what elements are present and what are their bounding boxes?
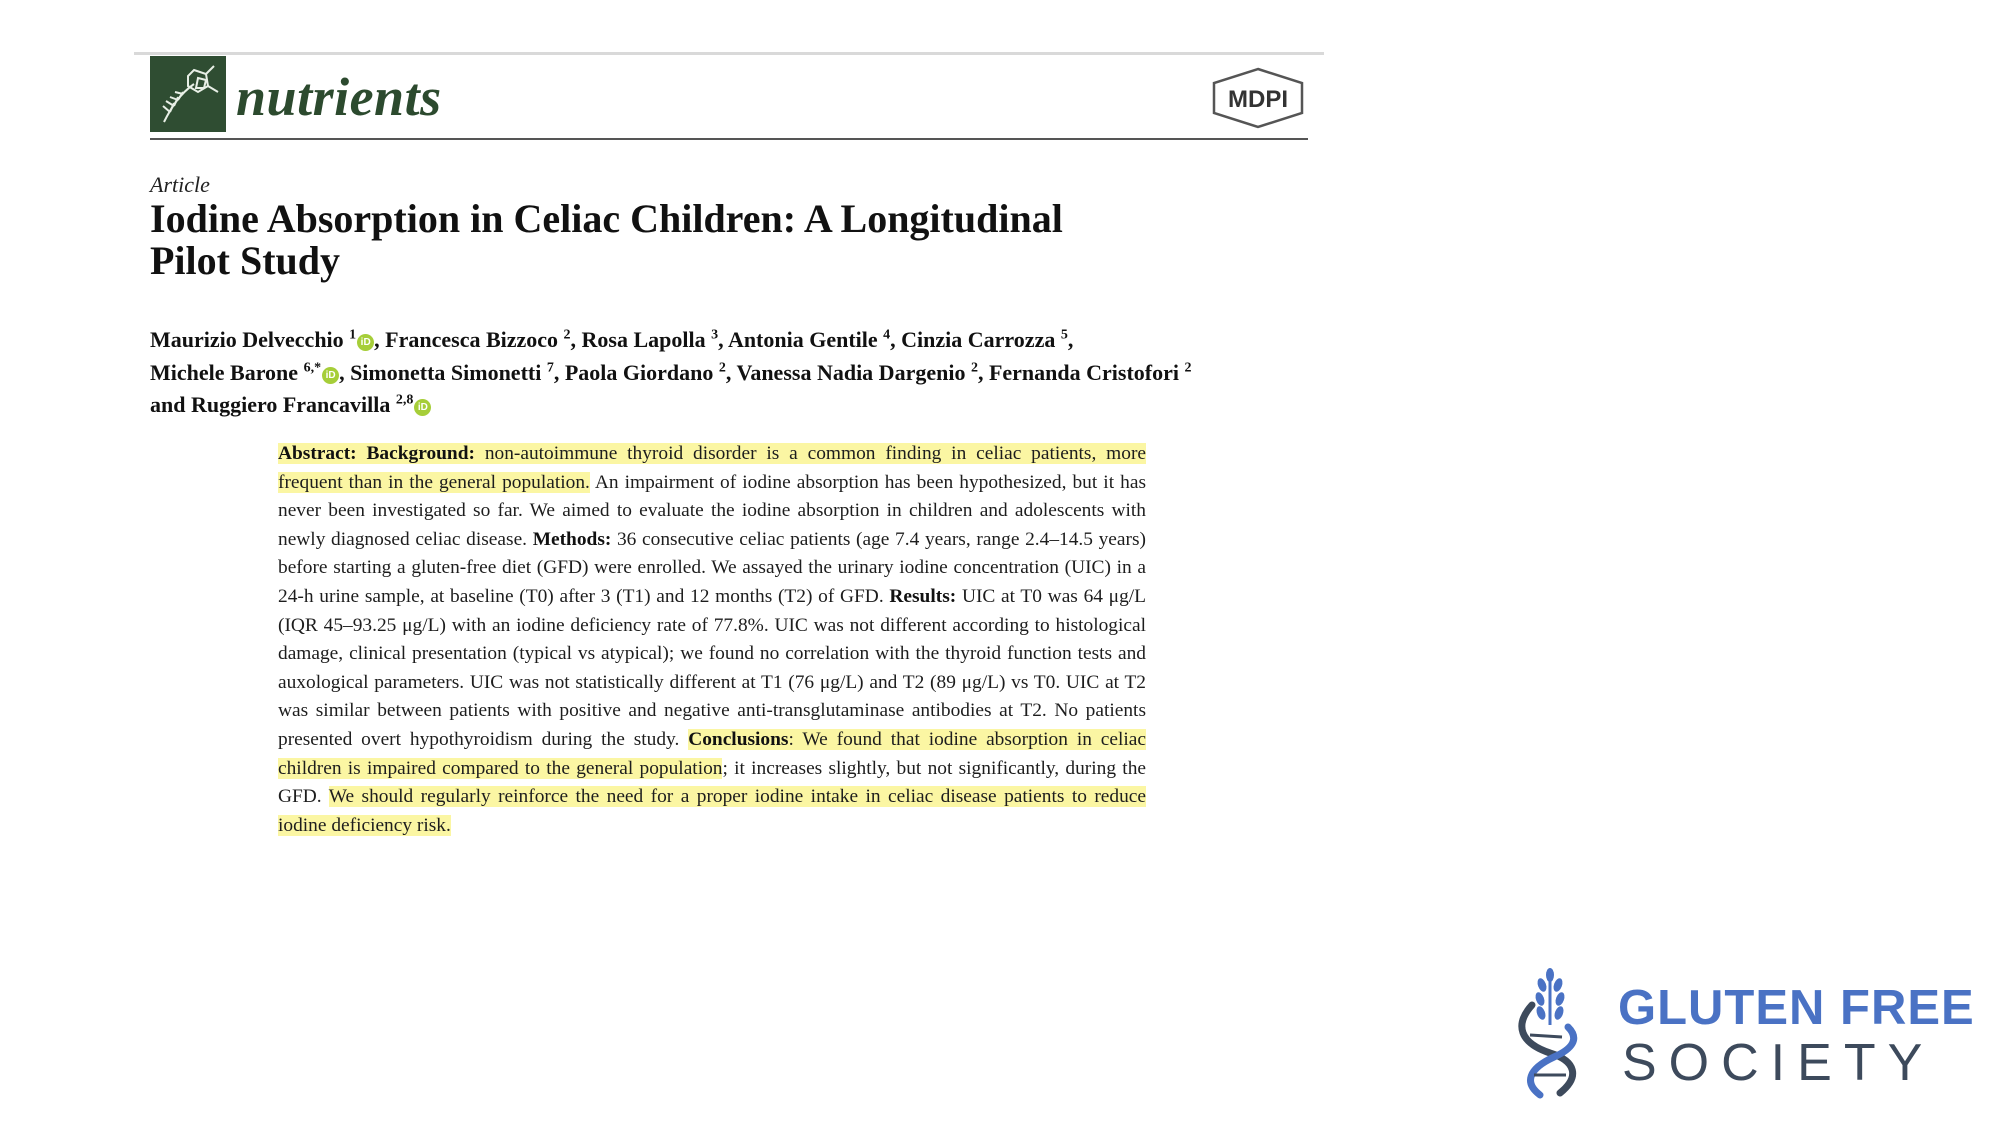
author-separator: , [553,359,565,385]
results-text: UIC at T0 was 64 μg/L (IQR 45–93.25 μg/L) with an iodine deficiency rate of 77.8%. UIC was not different according to histological damage, clinical presentation (typical vs atypical); we found no correlation with the thyroid function tests and auxological parameters. UIC was not statistically different at T1 (76 μg/L) and T2 (89 μg/L) vs T0. UIC at T2 was similar between patients with positive and negative anti-transglutaminase antibodies at T2. No patients presented overt hypothyroidism during the study. [278,585,1147,750]
article-type: Article [150,172,210,197]
brand-line-1: GLUTEN FREE [1618,981,1975,1035]
title-line-1: Iodine Absorption in Celiac Children: A Longitudinal [150,196,1063,241]
author-separator: , [718,327,728,353]
author-separator: , [570,327,582,353]
author-separator: , [890,327,902,353]
author-name: Fernanda Cristofori [988,359,1179,385]
author-affiliation: 2 [563,328,571,343]
author-separator: , [374,327,386,353]
author-item [989,360,1192,385]
methods-text: 36 consecutive celiac patients (age 7.4 years, range 2.4–14.5 years) before starting a gluten-free diet (GFD) were enrolled. We assayed the urinary iodine concentration (UIC) in a 24-h urine sample, at baseline (T0) after 3 (T1) and 12 months (T2) of GFD. [278,528,1146,607]
journal-header [150,55,1308,141]
author-name: Maurizio Delvecchio [150,327,344,353]
mdpi-text: MDPI [1228,86,1288,113]
journal-name: nutrients [236,67,442,127]
results-label: Results: [889,585,957,607]
gluten-free-society-logo [1510,965,1975,1100]
author-item [728,327,901,352]
brand-line-2: SOCIETY [1622,1034,1935,1092]
author-affiliation: 5 [1060,328,1068,343]
author-name: Michele Barone [150,359,299,385]
author-item [565,360,737,385]
mdpi-logo [1210,67,1306,129]
author-item [350,360,565,385]
orcid-icon[interactable]: iD [322,367,339,384]
author-name: Cinzia Carrozza [901,327,1056,353]
author-affiliation: 2 [1184,360,1192,376]
article-title [150,198,1150,282]
author-item [150,360,350,385]
header-rule [150,138,1308,140]
author-name: Rosa Lapolla [581,327,706,353]
abstract [278,440,1146,840]
author-item [582,327,728,352]
author-separator: , [977,359,989,385]
orcid-icon[interactable]: iD [414,399,431,416]
background-text: An impairment of iodine absorption has been hypothesized, but it has never been investigated so far. We aimed to evaluate the iodine absorption in children and adolescents with newly diagnosed celiac disease. [278,471,1146,550]
author-item [150,392,431,417]
author-name: Antonia Gentile [727,327,878,353]
author-name: Paola Giordano [564,359,714,385]
author-item [736,360,989,385]
author-separator: , [339,359,351,385]
author-affiliation: 2 [970,360,978,376]
author-affiliation: 1 [349,328,357,343]
author-separator: , [1067,327,1074,353]
conclusions-label: Conclusions [688,728,789,750]
orcid-icon[interactable]: iD [357,334,374,351]
conclusions-highlight-text: : We found that iodine absorption in celiac children is impaired compared to the general population [278,728,1146,779]
mdpi-hexagon-icon [1210,67,1306,129]
author-list [150,322,1310,419]
journal-logo [150,56,226,132]
author-name: Simonetta Simonetti [350,359,542,385]
author-name: and Ruggiero Francavilla [150,391,391,417]
author-affiliation: 3 [711,328,719,343]
wheat-molecule-icon [150,56,226,132]
conclusions-highlight-2: We should regularly reinforce the need for a proper iodine intake in celiac disease patients to reduce iodine deficiency risk. [278,786,1147,836]
conclusions-text: ; it increases slightly, but not significantly, during the GFD. [278,757,1146,808]
author-affiliation: 7 [546,360,554,376]
author-affiliation: 2,8 [395,392,414,408]
author-item [385,327,581,352]
author-affiliation: 2 [718,360,726,376]
methods-label: Methods: [532,528,612,550]
wheat-dna-icon [1510,965,1590,1100]
author-item [901,327,1073,352]
author-affiliation: 4 [883,328,891,343]
author-name: Francesca Bizzoco [385,327,559,353]
abstract-label: Abstract: [278,443,357,464]
title-line-2: Pilot Study [150,238,341,283]
background-label: Background: [366,443,475,464]
author-item [150,327,385,352]
background-highlight: non-autoimmune thyroid disorder is a common finding in celiac patients, more frequent than in the general population. [278,443,1147,493]
author-separator: , [725,359,737,385]
author-affiliation: 6,* [303,360,322,376]
author-name: Vanessa Nadia Dargenio [736,359,966,385]
